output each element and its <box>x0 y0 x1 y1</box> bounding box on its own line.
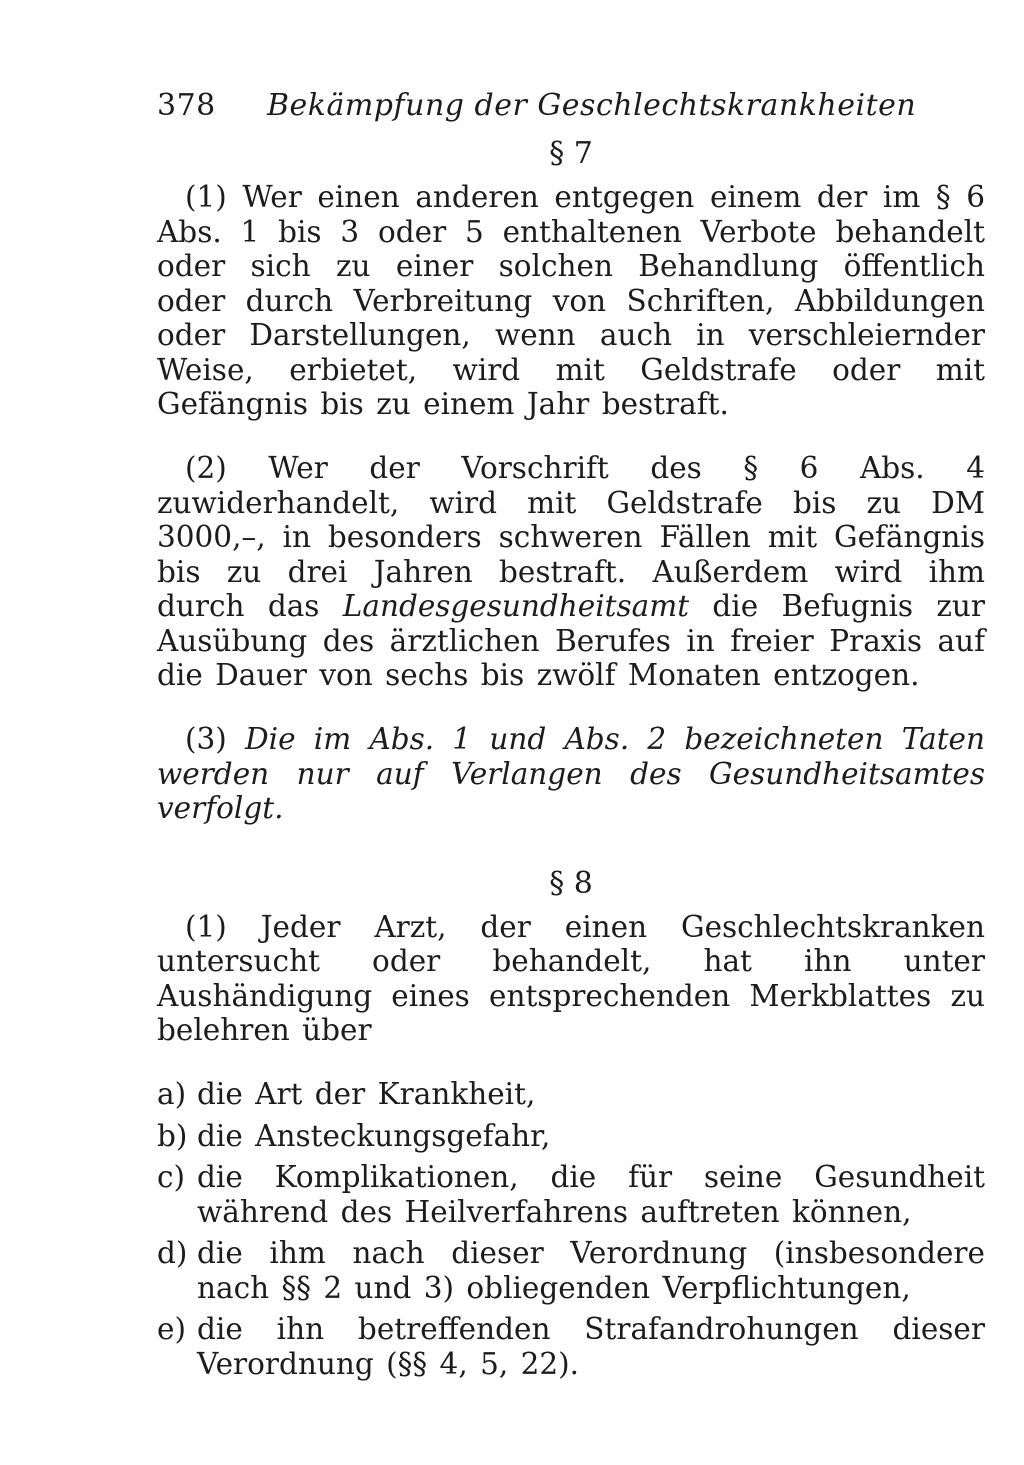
book-page <box>157 88 985 1388</box>
running-title: Bekämpfung der Geschlechtskrankheiten <box>267 88 917 123</box>
list-item-text: die Komplikationen, die für seine Gesundheit während des Heilverfahrens auftreten können, <box>197 1160 985 1229</box>
section-7-paragraph-2-part-b: die Befugnis zur Ausübung des ärztlichen Berufes in freier Praxis auf die Dauer von sechs bis zwölf Monaten entzogen. <box>157 589 985 692</box>
section-8-list <box>157 1077 985 1381</box>
section-7-paragraph-3-italic: Die im Abs. 1 und Abs. 2 bezeichneten Taten werden nur auf Verlangen des Gesundheitsamtes verfolgt. <box>157 722 986 825</box>
list-item-text: die Ansteckungsgefahr, <box>197 1118 551 1153</box>
page-number: 378 <box>157 88 216 123</box>
section-7-paragraph-2-italic: Landesgesundheitsamt <box>342 589 690 623</box>
section-7-paragraph-2-part-a: (2) Wer der Vorschrift des § 6 Abs. 4 zuwiderhandelt, wird mit Geldstrafe bis zu DM 3000,–, in besonders schweren Fällen mit Gefängnis bis zu drei Jahren bestraft. Außerdem wird ihm durch das <box>157 451 985 623</box>
list-item-text: die ihn betreffenden Strafandrohungen dieser Verordnung (§§ 4, 5, 22). <box>197 1312 985 1381</box>
list-item-marker: e) <box>157 1312 186 1346</box>
section-8-heading: § 8 <box>549 865 593 901</box>
section-7-paragraph-1: (1) Wer einen anderen entgegen einem der im § 6 Abs. 1 bis 3 oder 5 enthaltenen Verbote behandelt oder sich zu einer solchen Behandlung öffentlich oder durch Verbreitung von Schriften, Abbildungen oder Darstellungen, wenn auch in verschleiernder Weise, erbietet, wird mit Geldstrafe oder mit Gefängnis bis zu einem Jahr bestraft. <box>157 180 985 421</box>
list-item-marker: b) <box>157 1118 188 1153</box>
list-item-text: die Art der Krankheit, <box>197 1077 536 1111</box>
section-7-paragraph-3 <box>157 722 985 826</box>
list-item <box>157 1236 985 1305</box>
list-item <box>157 1160 985 1229</box>
section-7-heading: § 7 <box>549 136 593 171</box>
list-item <box>157 1312 985 1381</box>
list-item-marker: a) <box>157 1077 187 1111</box>
running-header <box>157 88 985 132</box>
list-item <box>157 1077 985 1112</box>
list-item-marker: d) <box>157 1236 188 1270</box>
list-item <box>157 1119 985 1154</box>
list-item-text: die ihm nach dieser Verordnung (insbesondere nach §§ 2 und 3) obliegenden Verpflichtungen, <box>197 1236 985 1305</box>
section-7-paragraph-2 <box>157 451 985 693</box>
section-7-paragraph-3-label: (3) <box>185 722 246 756</box>
section-8-paragraph-1: (1) Jeder Arzt, der einen Geschlechtskranken untersucht oder behandelt, hat ihn unter Aushändigung eines entsprechenden Merkblattes zu belehren über <box>157 909 985 1047</box>
list-item-marker: c) <box>157 1160 186 1194</box>
